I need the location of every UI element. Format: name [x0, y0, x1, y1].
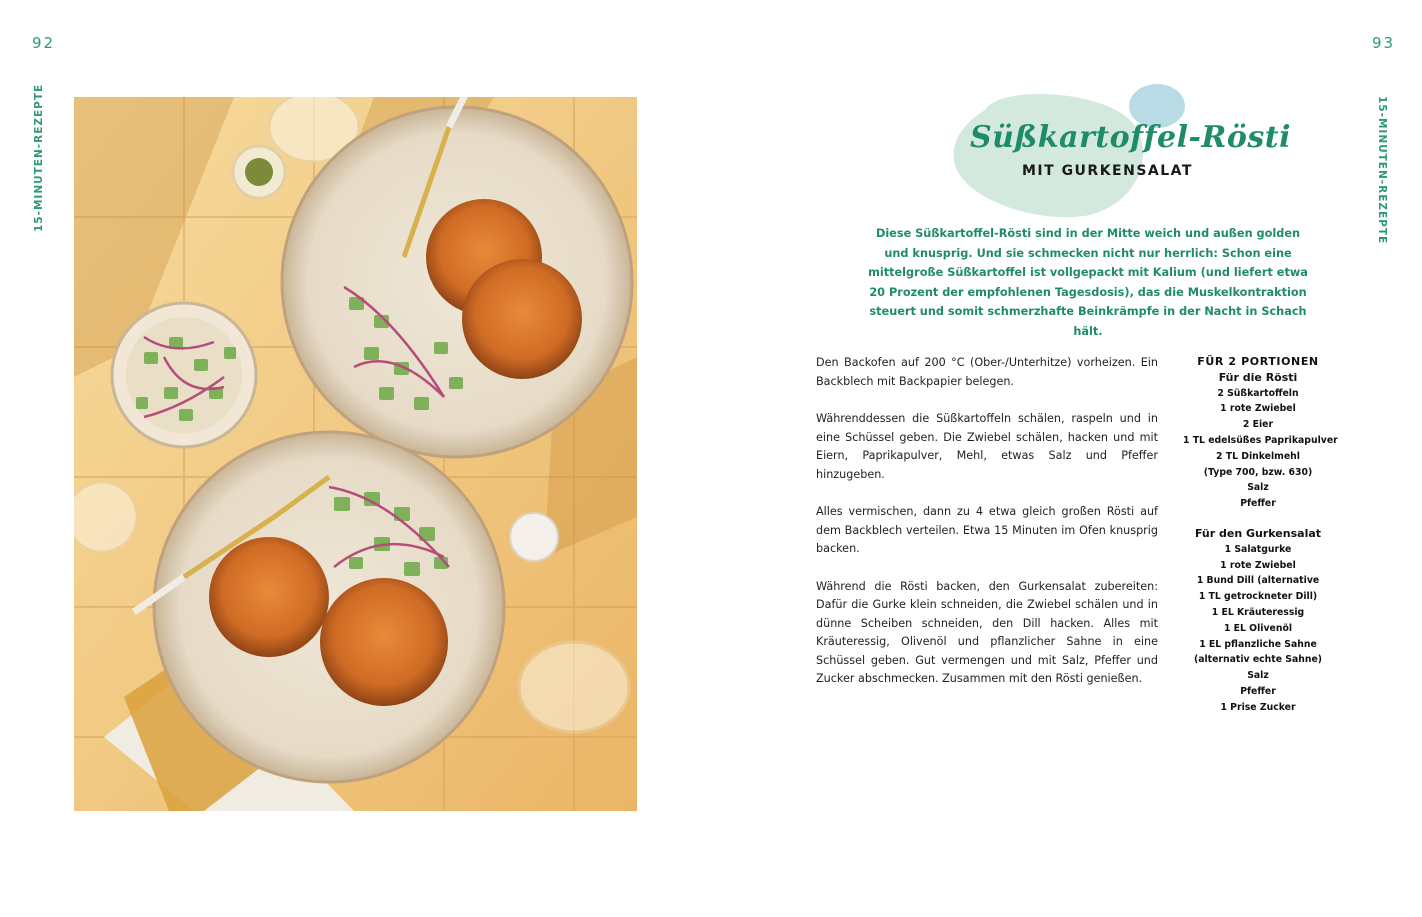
- ingredient-item: 1 Prise Zucker: [1220, 701, 1296, 713]
- ingredient-item: 1 EL pflanzliche Sahne: [1199, 638, 1317, 650]
- ingredient-group-heading: Für die Rösti: [1218, 370, 1298, 384]
- ingredient-item: 1 TL edelsüßes Paprikapulver: [1183, 434, 1338, 446]
- recipe-title: Süßkartoffel-Rösti: [970, 120, 1291, 155]
- ingredient-item: Salz: [1247, 670, 1269, 682]
- ingredient-list: [1183, 354, 1338, 716]
- ingredient-item: 1 rote Zwiebel: [1220, 559, 1296, 571]
- ingredient-item: 1 Bund Dill (alternative: [1196, 575, 1320, 587]
- recipe-photo: [74, 97, 637, 811]
- ingredient-item: (Type 700, bzw. 630): [1203, 466, 1313, 478]
- section-label-right: 15-MINUTEN-REZEPTE: [1376, 96, 1388, 245]
- page-number-right: 93: [1372, 34, 1396, 52]
- ingredient-item: Pfeffer: [1240, 685, 1276, 697]
- step-paragraph: Währenddessen die Süßkartoffeln schälen, raspeln und in eine Schüssel geben. Die Zwiebel schälen, hacken und mit Eiern, Paprikapulver, Mehl, etwas Salz und Pfeffer hinzugeben.: [816, 412, 1158, 481]
- step-paragraph: Während die Rösti backen, den Gurkensalat zubereiten: Dafür die Gurke klein schneiden, die Zwiebel schälen und in dünne Scheiben schneiden, den Dill hacken. Alles mit Kräuteressig, Olivenöl und pflanzlicher Sahne in eine Schüssel geben. Gut vermengen und mit Salz, Pfeffer und Zucker abschmecken. Zusammen mit den Rösti genießen.: [816, 579, 1158, 685]
- ingredient-item: (alternativ echte Sahne): [1193, 654, 1323, 666]
- ingredient-item: Salz: [1247, 482, 1269, 494]
- ingredient-item: 1 rote Zwiebel: [1220, 403, 1296, 415]
- ingredient-item: 1 EL Kräuteressig: [1211, 606, 1305, 618]
- page-number-left: 92: [32, 34, 56, 52]
- ingredient-group-heading: Für den Gurkensalat: [1194, 526, 1322, 540]
- step-paragraph: Den Backofen auf 200 °C (Ober-/Unterhitze) vorheizen. Ein Backblech mit Backpapier belegen.: [816, 356, 1158, 388]
- step-paragraph: Alles vermischen, dann zu 4 etwa gleich großen Rösti auf dem Backblech verteilen. Etwa 15 Minuten im Ofen knusprig backen.: [816, 505, 1158, 555]
- portions-heading: FÜR 2 PORTIONEN: [1197, 355, 1319, 368]
- ingredient-item: 2 TL Dinkelmehl: [1216, 450, 1300, 462]
- ingredient-item: 2 Süßkartoffeln: [1217, 387, 1299, 399]
- recipe-subtitle: MIT GURKENSALAT: [1022, 163, 1193, 179]
- ingredient-item: 1 TL getrockneter Dill): [1198, 591, 1318, 603]
- ingredient-item: 2 Eier: [1242, 419, 1274, 431]
- section-label-left: 15-MINUTEN-REZEPTE: [33, 83, 45, 232]
- ingredient-item: Pfeffer: [1240, 498, 1276, 510]
- recipe-title-block: [930, 80, 1291, 220]
- ingredient-item: 1 EL Olivenöl: [1223, 622, 1293, 634]
- recipe-method: [816, 354, 1158, 708]
- ingredient-item: 1 Salatgurke: [1224, 543, 1292, 555]
- recipe-intro: Diese Süßkartoffel-Rösti sind in der Mitte weich und außen golden und knusprig. Und sie schmecken nicht nur herrlich: Schon eine mittelgroße Süßkartoffel ist vollgepackt mit Kalium (und liefert etwa 20 Prozent der empfohlenen Tagesdosis), das die Muskelkontraktion steuert und somit schmerzhafte Beinkrämpfe in der Nacht in Schach hält.: [868, 227, 1308, 338]
